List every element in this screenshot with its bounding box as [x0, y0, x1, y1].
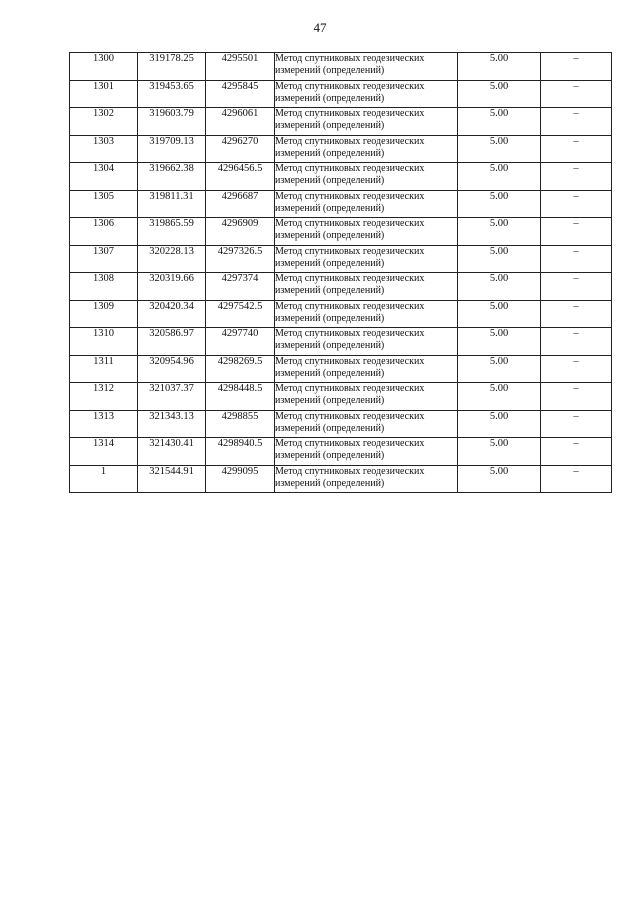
method-cell: Метод спутниковых геодезических измерений (определений) — [275, 383, 458, 411]
accuracy-cell: 5.00 — [458, 355, 541, 383]
note-cell: – — [541, 163, 612, 191]
method-cell: Метод спутниковых геодезических измерений (определений) — [275, 355, 458, 383]
y-coordinate-cell: 4298855 — [206, 410, 275, 438]
x-coordinate-cell: 319453.65 — [138, 80, 206, 108]
point-number-cell: 1300 — [70, 53, 138, 81]
method-cell: Метод спутниковых геодезических измерений (определений) — [275, 190, 458, 218]
accuracy-cell: 5.00 — [458, 328, 541, 356]
method-cell: Метод спутниковых геодезических измерений (определений) — [275, 410, 458, 438]
x-coordinate-cell: 319603.79 — [138, 108, 206, 136]
accuracy-cell: 5.00 — [458, 53, 541, 81]
note-cell: – — [541, 108, 612, 136]
x-coordinate-cell: 319178.25 — [138, 53, 206, 81]
accuracy-cell: 5.00 — [458, 135, 541, 163]
method-cell: Метод спутниковых геодезических измерений (определений) — [275, 135, 458, 163]
table-row — [70, 300, 612, 328]
accuracy-cell: 5.00 — [458, 383, 541, 411]
y-coordinate-cell: 4295845 — [206, 80, 275, 108]
accuracy-cell: 5.00 — [458, 465, 541, 493]
accuracy-cell: 5.00 — [458, 300, 541, 328]
method-cell: Метод спутниковых геодезических измерений (определений) — [275, 218, 458, 246]
point-number-cell: 1307 — [70, 245, 138, 273]
note-cell: – — [541, 190, 612, 218]
point-number-cell: 1304 — [70, 163, 138, 191]
x-coordinate-cell: 319865.59 — [138, 218, 206, 246]
page-number: 47 — [313, 20, 327, 35]
y-coordinate-cell: 4296456.5 — [206, 163, 275, 191]
method-cell: Метод спутниковых геодезических измерений (определений) — [275, 328, 458, 356]
y-coordinate-cell: 4299095 — [206, 465, 275, 493]
point-number-cell: 1303 — [70, 135, 138, 163]
note-cell: – — [541, 135, 612, 163]
point-number-cell: 1312 — [70, 383, 138, 411]
y-coordinate-cell: 4296061 — [206, 108, 275, 136]
y-coordinate-cell: 4298448.5 — [206, 383, 275, 411]
accuracy-cell: 5.00 — [458, 108, 541, 136]
point-number-cell: 1309 — [70, 300, 138, 328]
x-coordinate-cell: 319811.31 — [138, 190, 206, 218]
method-cell: Метод спутниковых геодезических измерений (определений) — [275, 300, 458, 328]
method-cell: Метод спутниковых геодезических измерений (определений) — [275, 80, 458, 108]
accuracy-cell: 5.00 — [458, 410, 541, 438]
y-coordinate-cell: 4297374 — [206, 273, 275, 301]
accuracy-cell: 5.00 — [458, 190, 541, 218]
y-coordinate-cell: 4298269.5 — [206, 355, 275, 383]
y-coordinate-cell: 4296909 — [206, 218, 275, 246]
x-coordinate-cell: 319662.38 — [138, 163, 206, 191]
x-coordinate-cell: 319709.13 — [138, 135, 206, 163]
note-cell: – — [541, 218, 612, 246]
note-cell: – — [541, 410, 612, 438]
accuracy-cell: 5.00 — [458, 218, 541, 246]
method-cell: Метод спутниковых геодезических измерений (определений) — [275, 163, 458, 191]
note-cell: – — [541, 245, 612, 273]
table-row — [70, 438, 612, 466]
point-number-cell: 1310 — [70, 328, 138, 356]
point-number-cell: 1306 — [70, 218, 138, 246]
method-cell: Метод спутниковых геодезических измерений (определений) — [275, 438, 458, 466]
note-cell: – — [541, 465, 612, 493]
x-coordinate-cell: 321343.13 — [138, 410, 206, 438]
accuracy-cell: 5.00 — [458, 163, 541, 191]
x-coordinate-cell: 320228.13 — [138, 245, 206, 273]
table-row — [70, 273, 612, 301]
y-coordinate-cell: 4296270 — [206, 135, 275, 163]
y-coordinate-cell: 4295501 — [206, 53, 275, 81]
table-row — [70, 80, 612, 108]
accuracy-cell: 5.00 — [458, 273, 541, 301]
table-row — [70, 53, 612, 81]
x-coordinate-cell: 320319.66 — [138, 273, 206, 301]
y-coordinate-cell: 4298940.5 — [206, 438, 275, 466]
accuracy-cell: 5.00 — [458, 245, 541, 273]
y-coordinate-cell: 4297740 — [206, 328, 275, 356]
table-row — [70, 328, 612, 356]
y-coordinate-cell: 4297542.5 — [206, 300, 275, 328]
method-cell: Метод спутниковых геодезических измерений (определений) — [275, 53, 458, 81]
point-number-cell: 1311 — [70, 355, 138, 383]
note-cell: – — [541, 383, 612, 411]
point-number-cell: 1313 — [70, 410, 138, 438]
table-row — [70, 245, 612, 273]
coordinates-table — [69, 52, 612, 493]
note-cell: – — [541, 438, 612, 466]
y-coordinate-cell: 4296687 — [206, 190, 275, 218]
table-row — [70, 383, 612, 411]
method-cell: Метод спутниковых геодезических измерений (определений) — [275, 273, 458, 301]
point-number-cell: 1302 — [70, 108, 138, 136]
table-row — [70, 465, 612, 493]
table-row — [70, 410, 612, 438]
point-number-cell: 1305 — [70, 190, 138, 218]
point-number-cell: 1308 — [70, 273, 138, 301]
x-coordinate-cell: 321544.91 — [138, 465, 206, 493]
accuracy-cell: 5.00 — [458, 438, 541, 466]
table-row — [70, 190, 612, 218]
table-row — [70, 135, 612, 163]
method-cell: Метод спутниковых геодезических измерений (определений) — [275, 465, 458, 493]
table-row — [70, 218, 612, 246]
x-coordinate-cell: 320954.96 — [138, 355, 206, 383]
method-cell: Метод спутниковых геодезических измерений (определений) — [275, 108, 458, 136]
x-coordinate-cell: 321430.41 — [138, 438, 206, 466]
table-row — [70, 355, 612, 383]
x-coordinate-cell: 320420.34 — [138, 300, 206, 328]
point-number-cell: 1 — [70, 465, 138, 493]
point-number-cell: 1301 — [70, 80, 138, 108]
note-cell: – — [541, 355, 612, 383]
note-cell: – — [541, 53, 612, 81]
table-row — [70, 163, 612, 191]
method-cell: Метод спутниковых геодезических измерений (определений) — [275, 245, 458, 273]
coordinates-table-body — [70, 53, 612, 493]
y-coordinate-cell: 4297326.5 — [206, 245, 275, 273]
point-number-cell: 1314 — [70, 438, 138, 466]
table-row — [70, 108, 612, 136]
note-cell: – — [541, 80, 612, 108]
x-coordinate-cell: 321037.37 — [138, 383, 206, 411]
accuracy-cell: 5.00 — [458, 80, 541, 108]
note-cell: – — [541, 273, 612, 301]
x-coordinate-cell: 320586.97 — [138, 328, 206, 356]
note-cell: – — [541, 300, 612, 328]
note-cell: – — [541, 328, 612, 356]
